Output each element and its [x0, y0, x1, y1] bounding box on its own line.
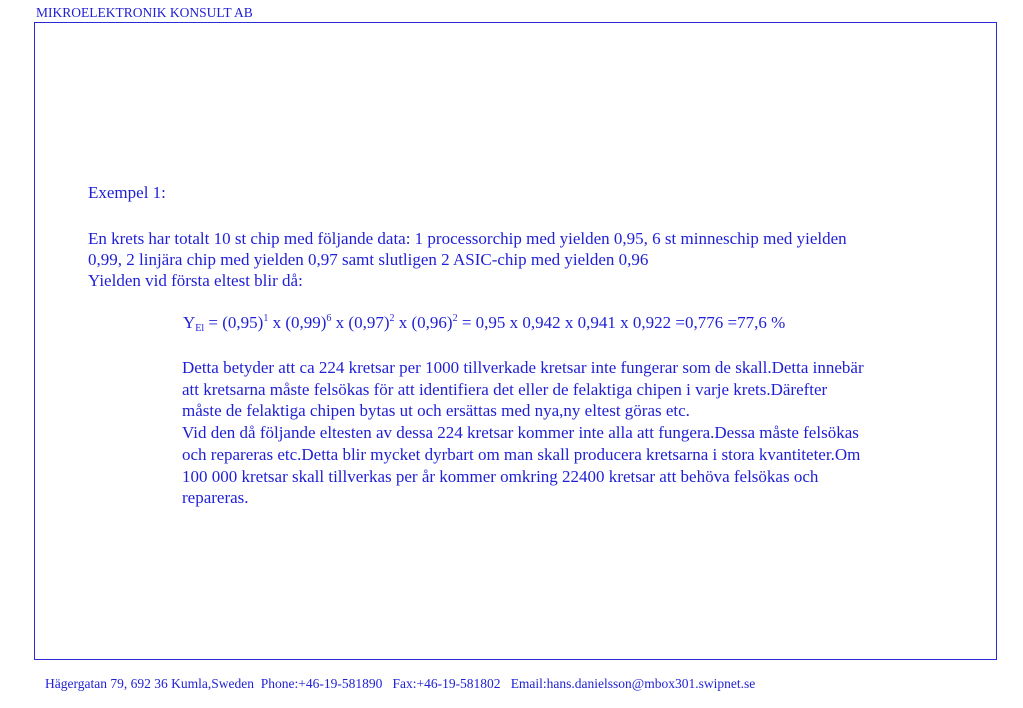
intro-line: 0,99, 2 linjära chip med yielden 0,97 samt slutligen 2 ASIC-chip med yielden 0,96: [88, 250, 649, 269]
intro-line: Yielden vid första eltest blir då:: [88, 271, 303, 290]
body-line: repareras.: [182, 488, 249, 508]
body-line: och repareras etc.Detta blir mycket dyrbart om man skall producera kretsarna i stora kvantiteter.Om: [182, 444, 861, 464]
footer-phone: Phone:+46-19-581890: [260, 676, 383, 691]
body-line: måste de felaktiga chipen bytas ut och ersättas med nya,ny eltest göras etc.: [182, 401, 690, 421]
formula-term-base: (0,96): [411, 313, 453, 332]
yield-formula: $Y_{El} = (0,95)^1$ x $(0,99)^6$ x $(0,97)^2$ x $(0,96)^2 = 0,95$ x 0,942 x 0,941 x 0,922 =0,776 =77,6 %: [183, 313, 786, 334]
explanation-paragraph: [182, 357, 982, 509]
formula-symbol: Y: [183, 313, 196, 332]
footer-address: Hägergatan 79, 692 36 Kumla,Sweden: [45, 676, 254, 691]
body-line: Vid den då följande eltesten av dessa 224 kretsar kommer inte alla att fungera.Dessa måste felsökas: [182, 423, 859, 443]
formula-term-exponent: 2: [389, 313, 395, 324]
formula-subscript: El: [195, 323, 205, 334]
formula-result: = 0,95 x 0,942 x 0,941 x 0,922 =0,776 =77,6 %: [461, 313, 786, 332]
footer-contact: [45, 676, 755, 692]
footer-email: Email:hans.danielsson@mbox301.swipnet.se: [510, 676, 756, 691]
company-name: MIKROELEKTRONIK KONSULT AB: [36, 5, 253, 20]
body-line: Detta betyder att ca 224 kretsar per 1000 tillverkade kretsar inte fungerar som de skall.Detta innebär: [182, 358, 864, 377]
body-line: att kretsarna måste felsökas för att identifiera det eller de felaktiga chipen i varje krets.Därefter: [182, 379, 828, 399]
intro-line: En krets har totalt 10 st chip med följande data: 1 processorchip med yielden 0,95, 6 st minneschip med yielden: [88, 229, 847, 248]
formula-term-exponent: 2: [452, 313, 458, 324]
formula-term-base: (0,99): [285, 313, 327, 332]
formula-term-exponent: 6: [326, 313, 332, 324]
intro-paragraph: [88, 228, 968, 291]
formula-term-exponent: 1: [263, 313, 269, 324]
example-heading: Exempel 1:: [88, 183, 166, 202]
formula-term-base: (0,95): [222, 313, 264, 332]
body-line: 100 000 kretsar skall tillverkas per år kommer omkring 22400 kretsar att behöva felsökas och: [182, 466, 819, 486]
formula-term-base: (0,97): [348, 313, 390, 332]
page-frame: [34, 22, 997, 660]
footer-fax: Fax:+46-19-581802: [392, 676, 501, 691]
